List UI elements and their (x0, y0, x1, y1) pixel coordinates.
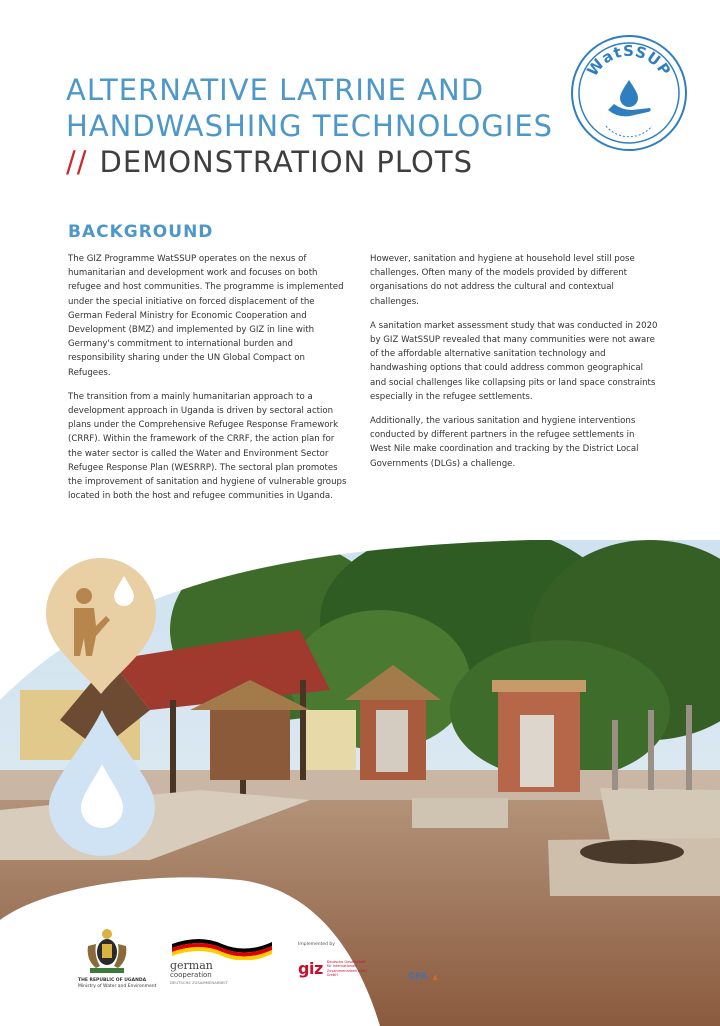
right-column (370, 252, 658, 481)
water-drop-icon (45, 706, 159, 858)
gfa-triangle-icon: ▲ (432, 973, 438, 981)
handwashing-pin-icon (44, 556, 158, 696)
title-line-3 (66, 144, 566, 180)
title-subtitle: DEMONSTRATION PLOTS (99, 145, 473, 179)
title-slashes: // (66, 145, 88, 179)
left-paragraph-1: The GIZ Programme WatSSUP operates on the nexus of humanitarian and development work and focuses on both refugee and host communities. The programme is implemented under the special initiative on forced displacement of the German Federal Ministry for Economic Cooperation and Development (BMZ) and implemented by GIZ in line with Germany's commitment to international burden and responsibility sharing under the UN Global Compact on Refugees. (68, 254, 344, 378)
logo-text: WatSSUP (583, 41, 675, 80)
right-paragraph-3: Additionally, the various sanitation and hygiene interventions conducted by different partners in the refugee settlements in West Nile make coordination and tracking by the District Local Governments (DLGs) a challenge. (370, 416, 639, 469)
german-line-1: german (170, 959, 213, 972)
german-cooperation-flag-icon (170, 934, 274, 960)
uganda-line-1: THE REPUBLIC OF UGANDA (78, 978, 147, 983)
title-line-1: ALTERNATIVE LATRINE AND (66, 73, 485, 107)
title-line-2: HANDWASHING TECHNOLOGIES (66, 109, 554, 143)
uganda-logo (78, 926, 158, 990)
uganda-coat-of-arms-icon (82, 926, 132, 976)
partner-logos (0, 920, 720, 1026)
giz-logo (298, 942, 398, 978)
giz-wordmark: giz (298, 959, 323, 978)
title-block (66, 72, 566, 180)
gfa-wordmark: GFA (408, 972, 428, 982)
implemented-by-label: Implemented by (298, 942, 335, 947)
uganda-line-2: Ministry of Water and Environment (78, 984, 157, 989)
german-line-3: DEUTSCHE ZUSAMMENARBEIT (170, 980, 228, 985)
watssup-logo (570, 34, 688, 152)
giz-subtitle: Deutsche Gesellschaft für Internationale Zusammenarbeit (GIZ) GmbH (326, 959, 367, 977)
gfa-logo (408, 964, 458, 983)
german-cooperation-logo (170, 934, 280, 985)
german-line-2: cooperation (170, 971, 212, 979)
right-paragraph-2: A sanitation market assessment study that was conducted in 2020 by GIZ WatSSUP revealed that many communities were not aware of the affordable alternative sanitation technology and handwashing options that could address common geographical and social challenges like collapsing pits or land space constraints especially in the refugee settlements. (370, 320, 658, 402)
right-paragraph-1: However, sanitation and hygiene at household level still pose challenges. Often many of the models provided by different organisations do not address the cultural and contextual challenges. (370, 254, 635, 307)
section-heading: BACKGROUND (68, 222, 214, 242)
left-column (68, 252, 350, 513)
left-paragraph-2: The transition from a mainly humanitarian approach to a development approach in Uganda is driven by sectoral action plans under the Comprehensive Refugee Response Framework (CRRF). Within the framework of the CRRF, the action plan for the water sector is called the Water and Environment Sector Refugee Response Plan (WESRRP). The sectoral plan promotes the improvement of sanitation and hygiene of vulnerable groups located in both the host and refugee communities in Uganda. (68, 391, 347, 502)
